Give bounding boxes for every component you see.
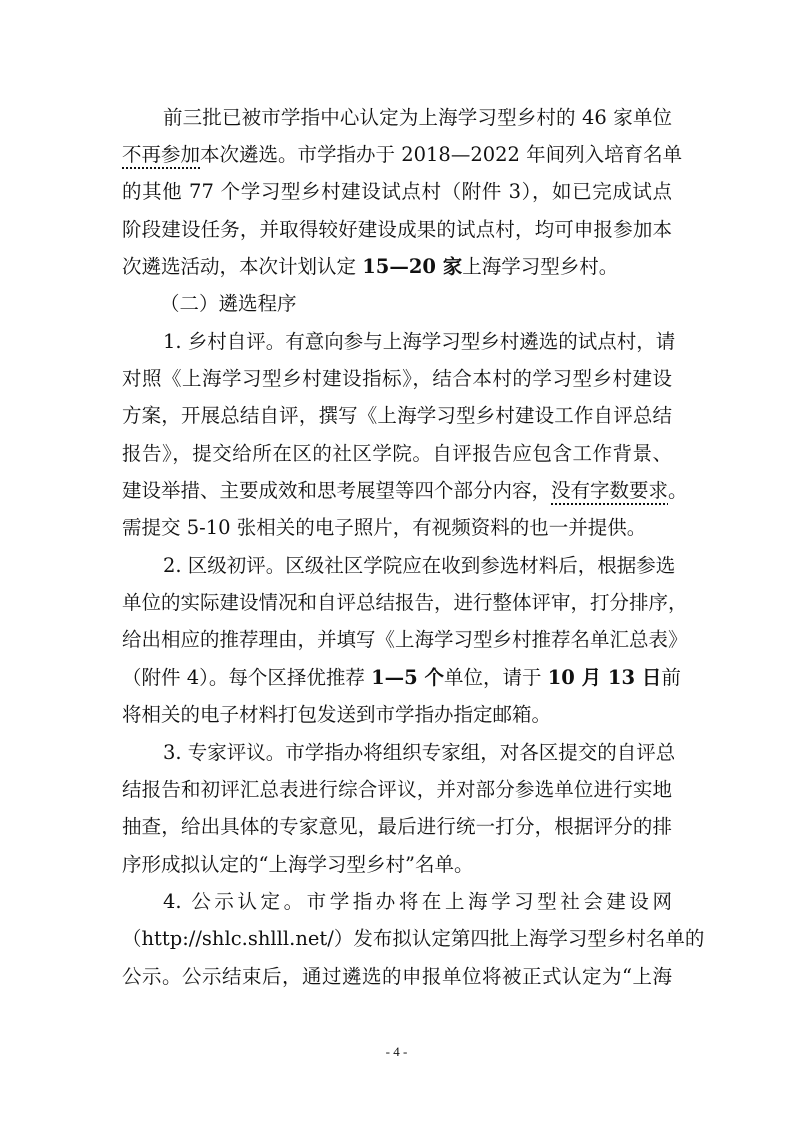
text-span: 次遴选活动，本次计划认定 — [122, 255, 363, 278]
text-span: （附件 4）。每个区择优推荐 — [122, 666, 372, 689]
text-line — [122, 479, 688, 503]
text-line: 对照《上海学习型乡村建设指标》，结合本村的学习型乡村建设 — [122, 367, 672, 390]
emphasis-dotted-text: 没有字数要求 — [551, 479, 669, 502]
text-line: 序形成拟认定的“上海学习型乡村”名单。 — [122, 853, 474, 876]
text-line: 4. 公示认定。市学指办将在上海学习型社会建设网 — [163, 890, 672, 913]
text-span: 建设举措、主要成效和思考展望等四个部分内容， — [122, 479, 552, 502]
text-line: 3. 专家评议。市学指办将组织专家组，对各区提交的自评总 — [163, 741, 676, 764]
bold-text: 1—5 个 — [371, 666, 444, 689]
text-line: 1. 乡村自评。有意向参与上海学习型乡村遴选的试点村，请 — [163, 330, 676, 353]
text-line: 方案，开展总结自评，撰写《上海学习型乡村建设工作自评总结 — [122, 404, 672, 427]
text-line-url: （http://shlc.shlll.net/）发布拟认定第四批上海学习型乡村名单的 — [122, 927, 705, 950]
bold-text: 15—20 家 — [362, 255, 463, 278]
text-line: 单位的实际建设情况和自评总结报告，进行整体评审，打分排序， — [122, 591, 688, 614]
text-line: 给出相应的推荐理由，并填写《上海学习型乡村推荐名单汇总表》 — [122, 628, 688, 651]
text-span: 。 — [668, 479, 688, 502]
text-span: 单位，请于 — [444, 666, 548, 689]
text-line: 抽查，给出具体的专家意见，最后进行统一打分，根据评分的排 — [122, 815, 672, 838]
text-line: 前三批已被市学指中心认定为上海学习型乡村的 46 家单位 — [163, 106, 672, 129]
text-line: 2. 区级初评。区级社区学院应在收到参选材料后，根据参选 — [163, 554, 676, 577]
text-line: 需提交 5-10 张相关的电子照片，有视频资料的也一并提供。 — [122, 516, 647, 539]
text-line: 阶段建设任务，并取得较好建设成果的试点村，均可申报参加本 — [122, 218, 672, 241]
text-line — [122, 666, 681, 690]
bold-text: 10 月 13 日 — [547, 666, 662, 689]
text-line: 公示。公示结束后，通过遴选的申报单位将被正式认定为“上海 — [122, 965, 672, 988]
text-line: 将相关的电子材料打包发送到市学指办指定邮箱。 — [122, 703, 552, 726]
text-line: 报告》，提交给所在区的社区学院。自评报告应包含工作背景、 — [122, 442, 672, 465]
text-line: 的其他 77 个学习型乡村建设试点村（附件 3），如已完成试点 — [122, 180, 672, 203]
text-span: 上海学习型乡村。 — [462, 255, 619, 278]
text-span: 前 — [661, 666, 681, 689]
section-heading: （二）遴选程序 — [160, 292, 297, 315]
text-line — [122, 255, 672, 279]
text-line — [122, 143, 683, 167]
text-line: 结报告和初评汇总表进行综合评议，并对部分参选单位进行实地 — [122, 778, 672, 801]
page-number: - 4 - — [385, 1044, 408, 1059]
text-span: 本次遴选。市学指办于 2018—2022 年间列入培育名单 — [200, 143, 683, 166]
emphasis-dotted-text: 不再参加 — [122, 143, 201, 166]
